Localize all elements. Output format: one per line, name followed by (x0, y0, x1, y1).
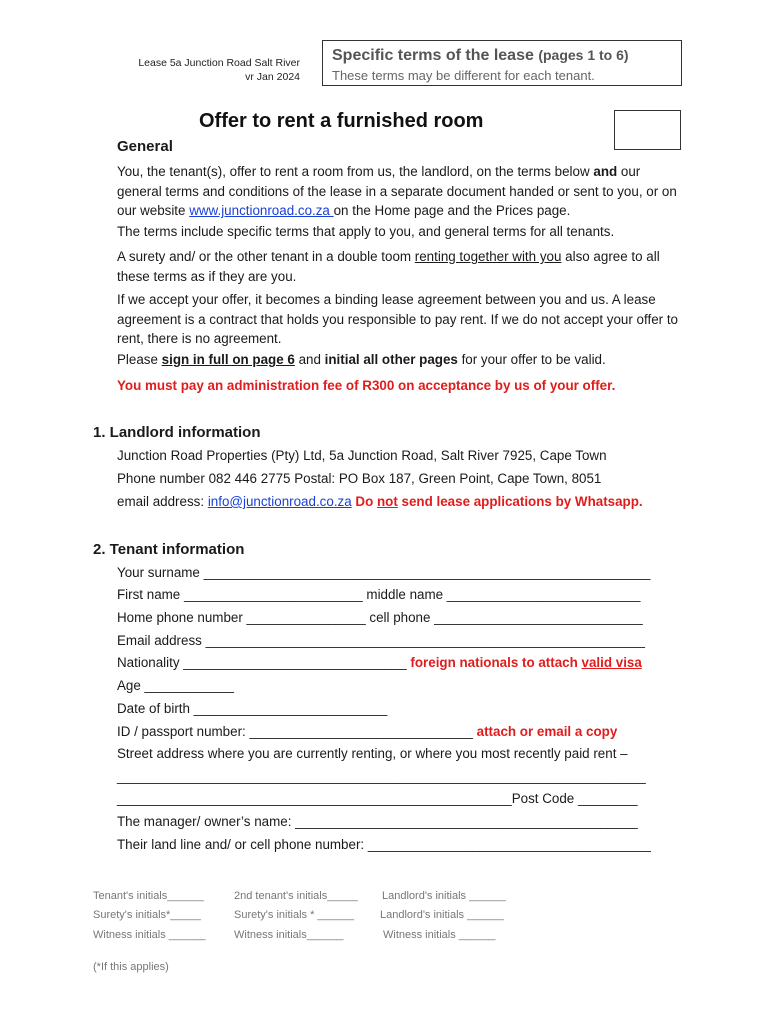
email-label: email address: (117, 494, 208, 509)
tenant-heading: 2. Tenant information (93, 541, 245, 558)
first-middle-name-field[interactable]: First name ________________________ middle name __________________________ (117, 587, 641, 602)
surety-initials-2[interactable]: Surety's initials * ______ (234, 909, 355, 921)
lease-reference (138, 56, 300, 84)
second-tenant-initials[interactable]: 2nd tenant's initials_____ (234, 890, 358, 902)
p3-underlined: renting together with you (414, 249, 562, 264)
landlord-email-link[interactable]: info@junctionroad.co.za (207, 494, 352, 509)
nationality-field[interactable] (117, 655, 642, 670)
tenant-initials[interactable]: Tenant's initials______ (93, 890, 204, 902)
witness-initials-1[interactable]: Witness initials ______ (93, 929, 206, 941)
surety-initials-1[interactable]: Surety's initials*_____ (93, 909, 201, 921)
p1-bold-and: and (593, 164, 618, 179)
p3-text-b: also agree to all these terms as if they are you. (117, 249, 660, 284)
general-paragraph-1 (117, 162, 682, 221)
foreign-national-note: foreign nationals to attach (410, 655, 582, 670)
document-title: Offer to rent a furnished room (199, 110, 484, 132)
admin-fee-notice: You must pay an administration fee of R300 on acceptance by us of your offer. (117, 378, 616, 393)
general-paragraph-3 (117, 247, 682, 286)
p1-text-a: You, the tenant(s), offer to rent a room from us, the landlord, on the terms below (117, 164, 594, 179)
id-passport-field[interactable] (117, 724, 617, 739)
p5-text-a: Please (117, 352, 162, 367)
street-address-label: Street address where you are currently renting, or where you most recently paid rent – (117, 746, 628, 761)
terms-title (332, 45, 672, 66)
witness-initials-3[interactable]: Witness initials ______ (383, 929, 496, 941)
general-heading: General (117, 138, 173, 155)
witness-initials-2[interactable]: Witness initials______ (234, 929, 344, 941)
whatsapp-warning-a: Do (351, 494, 377, 509)
valid-visa-note: valid visa (581, 655, 642, 670)
footnote: (*If this applies) (93, 961, 169, 973)
p2-text: The terms include specific terms that apply to you, and general terms for all tenants. (117, 224, 615, 239)
whatsapp-warning-not: not (376, 494, 398, 509)
general-paragraph-4 (117, 290, 682, 349)
terms-subtitle: These terms may be different for each tenant. (332, 68, 595, 83)
p3-text-a: A surety and/ or the other tenant in a double toom (117, 249, 415, 264)
landlord-address: Junction Road Properties (Pty) Ltd, 5a Junction Road, Salt River 7925, Cape Town (117, 448, 607, 463)
whatsapp-warning-b: send lease applications by Whatsapp. (397, 494, 643, 509)
landlord-heading: 1. Landlord information (93, 424, 261, 441)
p5-text-c: and (294, 352, 325, 367)
general-paragraph-2 (117, 222, 682, 242)
p5-initial-pages: initial all other pages (324, 352, 458, 367)
p5-sign-full: sign in full on page 6 (161, 352, 295, 367)
landlord-initials-2[interactable]: Landlord's initials ______ (380, 909, 504, 921)
dob-field[interactable]: Date of birth __________________________ (117, 701, 388, 716)
street-address-line-1[interactable]: _______________________________________________________________________ (117, 769, 646, 784)
age-field[interactable]: Age ____________ (117, 678, 234, 693)
p4-text: If we accept your offer, it becomes a binding lease agreement between you and us. A lease agreement is a contract that holds you responsible to pay rent. If we do not accept your offer to rent, there is no agreement. (117, 292, 678, 346)
id-label: ID / passport number: ______________________________ (117, 724, 477, 739)
landlord-email-line (117, 494, 643, 509)
terms-title-text: Specific terms of the lease (332, 47, 534, 64)
landlord-initials-1[interactable]: Landlord's initials ______ (382, 890, 506, 902)
manager-name-field[interactable]: The manager/ owner’s name: ______________________________________________ (117, 814, 638, 829)
specific-terms-box (322, 40, 682, 86)
general-paragraph-5 (117, 350, 682, 370)
website-link[interactable]: www.junctionroad.co.za (189, 203, 334, 218)
landlord-phone-postal: Phone number 082 446 2775 Postal: PO Box 187, Green Point, Cape Town, 8051 (117, 471, 602, 486)
lease-ref-address: Lease 5a Junction Road Salt River (138, 57, 300, 69)
attach-copy-note: attach or email a copy (476, 724, 618, 739)
street-address-line-2[interactable]: _____________________________________________________Post Code ________ (117, 791, 638, 806)
office-use-box (614, 110, 681, 150)
nationality-label: Nationality ______________________________ (117, 655, 411, 670)
phone-field[interactable]: Home phone number ________________ cell phone ____________________________ (117, 610, 643, 625)
surname-field[interactable]: Your surname ____________________________________________________________ (117, 565, 651, 580)
p5-text-d: for your offer to be valid. (457, 352, 606, 367)
terms-pages: (pages 1 to 6) (538, 47, 629, 63)
p1-text-c: on the Home page and the Prices page. (333, 203, 571, 218)
email-field[interactable]: Email address ___________________________________________________________ (117, 633, 645, 648)
p1-text-b: our general terms and conditions of the lease in a separate document handed or sent to you, or on our website (117, 164, 677, 218)
lease-ref-version: vr Jan 2024 (245, 71, 300, 83)
manager-phone-field[interactable]: Their land line and/ or cell phone number: ______________________________________ (117, 837, 651, 852)
